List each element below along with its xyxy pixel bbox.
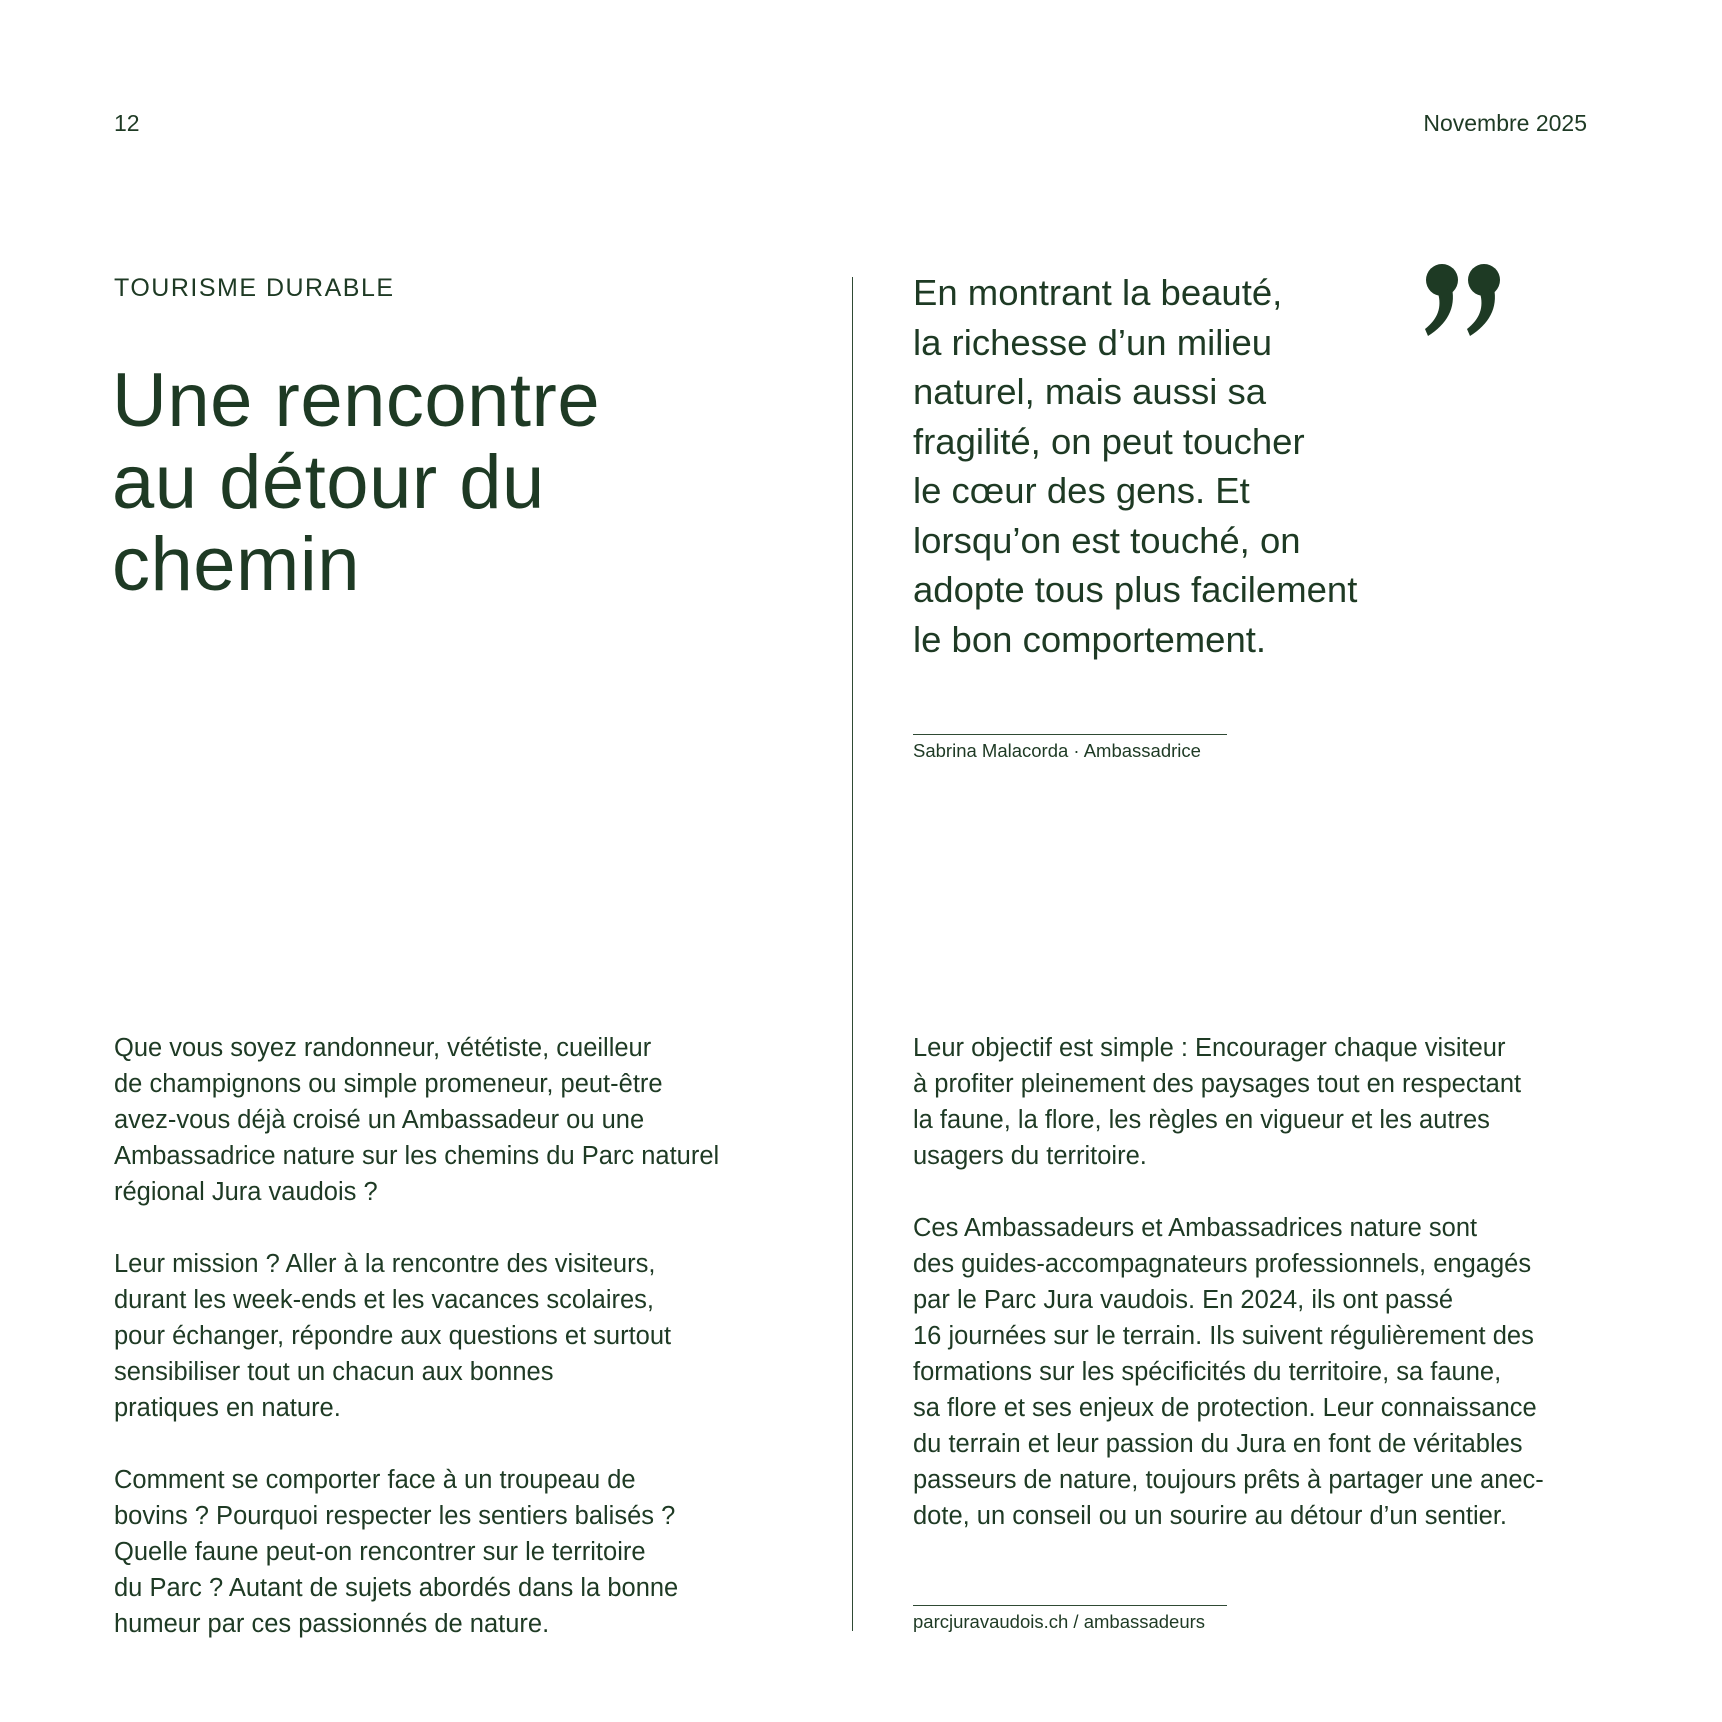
body-line: passeurs de nature, toujours prêts à partager une anec- [913, 1466, 1544, 1494]
body-line: durant les week-ends et les vacances scolaires, [114, 1286, 655, 1314]
body-line: pour échanger, répondre aux questions et surtout [114, 1322, 672, 1350]
attribution-rule [913, 734, 1227, 735]
body-paragraph [913, 1030, 1633, 1174]
body-paragraph [114, 1246, 814, 1426]
body-line: usagers du territoire. [913, 1142, 1147, 1170]
body-line: pratiques en nature. [114, 1394, 341, 1422]
body-line: Que vous soyez randonneur, vététiste, cueilleur [114, 1034, 652, 1062]
section-label: TOURISME DURABLE [114, 274, 395, 302]
body-paragraph [913, 1210, 1633, 1534]
article-headline [112, 360, 792, 606]
body-line: bovins ? Pourquoi respecter les sentiers balisés ? [114, 1502, 676, 1530]
body-line: du terrain et leur passion du Jura en font de véritables [913, 1430, 1523, 1458]
body-paragraph [114, 1030, 814, 1210]
headline-line: chemin [112, 522, 360, 607]
body-line: formations sur les spécificités du territoire, sa faune, [913, 1358, 1502, 1386]
closing-quote-icon [1425, 262, 1505, 340]
page-number: 12 [114, 110, 140, 136]
body-line: avez-vous déjà croisé un Ambassadeur ou une [114, 1106, 645, 1134]
body-line: Leur mission ? Aller à la rencontre des visiteurs, [114, 1250, 656, 1278]
body-line: Ces Ambassadeurs et Ambassadrices nature sont [913, 1214, 1478, 1242]
body-line: sensibiliser tout un chacun aux bonnes [114, 1358, 554, 1386]
body-line: des guides-accompagnateurs professionnels, engagés [913, 1250, 1532, 1278]
quote-line: le cœur des gens. Et [913, 470, 1250, 511]
body-left-column [114, 1030, 814, 1678]
headline-line: au détour du [112, 440, 545, 525]
body-line: humeur par ces passionnés de nature. [114, 1610, 550, 1638]
quote-line: le bon comportement. [913, 618, 1267, 660]
website-link[interactable]: parcjuravaudois.ch / ambassadeurs [913, 1611, 1206, 1632]
body-right-column [913, 1030, 1633, 1570]
body-paragraph [114, 1462, 814, 1642]
body-line: 16 journées sur le terrain. Ils suivent régulièrement des [913, 1322, 1534, 1350]
quote-line: adopte tous plus facilement [913, 569, 1358, 610]
headline-line: Une rencontre [112, 358, 601, 443]
body-line: Ambassadrice nature sur les chemins du Parc naturel [114, 1142, 720, 1170]
link-rule [913, 1605, 1227, 1606]
column-divider [852, 277, 853, 1631]
quote-line: En montrant la beauté, [913, 272, 1283, 313]
body-line: dote, un conseil ou un sourire au détour d’un sentier. [913, 1502, 1507, 1530]
quote-line: lorsqu’on est touché, on [913, 519, 1301, 561]
quote-attribution: Sabrina Malacorda · Ambassadrice [913, 740, 1201, 761]
body-line: du Parc ? Autant de sujets abordés dans la bonne [114, 1574, 679, 1602]
body-line: de champignons ou simple promeneur, peut-être [114, 1070, 663, 1098]
body-line: sa flore et ses enjeux de protection. Leur connaissance [913, 1394, 1537, 1422]
issue-date: Novembre 2025 [1423, 110, 1587, 136]
body-line: à profiter pleinement des paysages tout en respectant [913, 1070, 1522, 1098]
body-line: la faune, la flore, les règles en vigueur et les autres [913, 1106, 1490, 1134]
body-line: Leur objectif est simple : Encourager chaque visiteur [913, 1034, 1506, 1062]
quote-line: fragilité, on peut toucher [913, 420, 1305, 462]
pull-quote [913, 268, 1473, 664]
body-line: Comment se comporter face à un troupeau de [114, 1466, 636, 1494]
body-line: régional Jura vaudois ? [114, 1178, 378, 1206]
quote-line: la richesse d’un milieu [913, 321, 1273, 363]
body-line: par le Parc Jura vaudois. En 2024, ils ont passé [913, 1286, 1454, 1314]
quote-line: naturel, mais aussi sa [913, 371, 1266, 412]
body-line: Quelle faune peut-on rencontrer sur le territoire [114, 1538, 646, 1566]
